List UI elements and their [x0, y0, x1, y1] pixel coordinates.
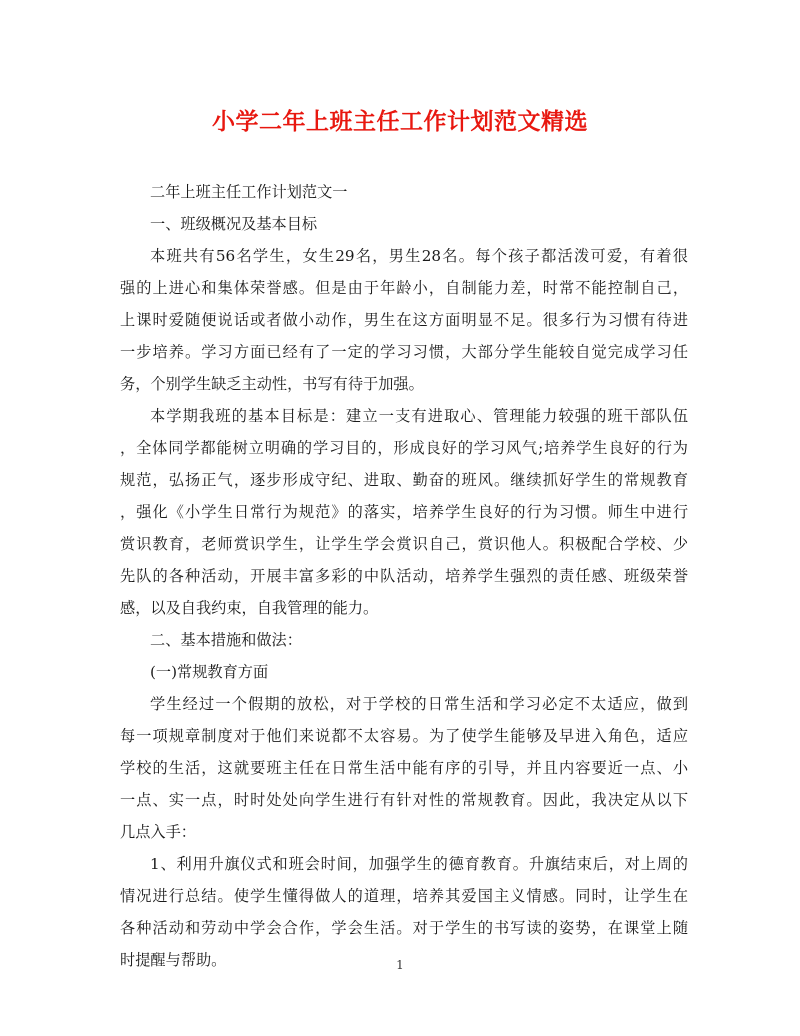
text-line: 先队的各种活动，开展丰富多彩的中队活动，培养学生强烈的责任感、班级荣誉	[120, 567, 688, 585]
text-line: 时提醒与帮助。	[120, 951, 227, 969]
text-line: 情况进行总结。使学生懂得做人的道理，培养其爱国主义情感。同时，让学生在	[120, 887, 688, 905]
text-line: 二、基本措施和做法：	[150, 631, 302, 649]
text-line: 强的上进心和集体荣誉感。但是由于年龄小，自制能力差，时常不能控制自己，	[120, 279, 688, 297]
text-line: 一点、实一点，时时处处向学生进行有针对性的常规教育。因此，我决定从以下	[120, 791, 688, 809]
text-line: 每一项规章制度对于他们来说都不太容易。为了使学生能够及早进入角色，适应	[120, 727, 688, 745]
text-line: 1、利用升旗仪式和班会时间，加强学生的德育教育。升旗结束后，对上周的	[150, 855, 688, 873]
text-line: 本学期我班的基本目标是：建立一支有进取心、管理能力较强的班干部队伍	[150, 407, 688, 425]
text-line: 各种活动和劳动中学会合作，学会生活。对于学生的书写读的姿势，在课堂上随	[120, 919, 688, 937]
text-line: 一步培养。学习方面已经有了一定的学习习惯，大部分学生能较自觉完成学习任	[120, 343, 688, 361]
text-line: 学校的生活，这就要班主任在日常生活中能有序的引导，并且内容要近一点、小	[120, 759, 688, 777]
page-number: 1	[396, 958, 404, 972]
document-body	[120, 176, 688, 976]
text-line: 一、班级概况及基本目标	[150, 215, 318, 233]
text-line: (一)常规教育方面	[150, 663, 269, 681]
text-line: 上课时爱随便说话或者做小动作，男生在这方面明显不足。很多行为习惯有待进	[120, 311, 688, 329]
text-line: 务，个别学生缺乏主动性，书写有待于加强。	[120, 375, 424, 393]
text-line: 二年上班主任工作计划范文一	[150, 183, 348, 201]
text-line: 规范，弘扬正气，逐步形成守纪、进取、勤奋的班风。继续抓好学生的常规教育	[120, 471, 688, 489]
document-title: 小学二年上班主任工作计划范文精选	[212, 108, 588, 135]
text-line: 本班共有56名学生，女生29名，男生28名。每个孩子都活泼可爱，有着很	[150, 247, 688, 265]
text-line: ，强化《小学生日常行为规范》的落实，培养学生良好的行为习惯。师生中进行	[120, 503, 688, 521]
text-line: 赏识教育，老师赏识学生，让学生学会赏识自己，赏识他人。积极配合学校、少	[120, 535, 688, 553]
text-line: ，全体同学都能树立明确的学习目的，形成良好的学习风气;培养学生良好的行为	[120, 439, 688, 457]
text-line: 感，以及自我约束，自我管理的能力。	[120, 599, 379, 617]
text-line: 学生经过一个假期的放松，对于学校的日常生活和学习必定不太适应，做到	[150, 695, 688, 713]
text-line: 几点入手：	[120, 823, 196, 841]
